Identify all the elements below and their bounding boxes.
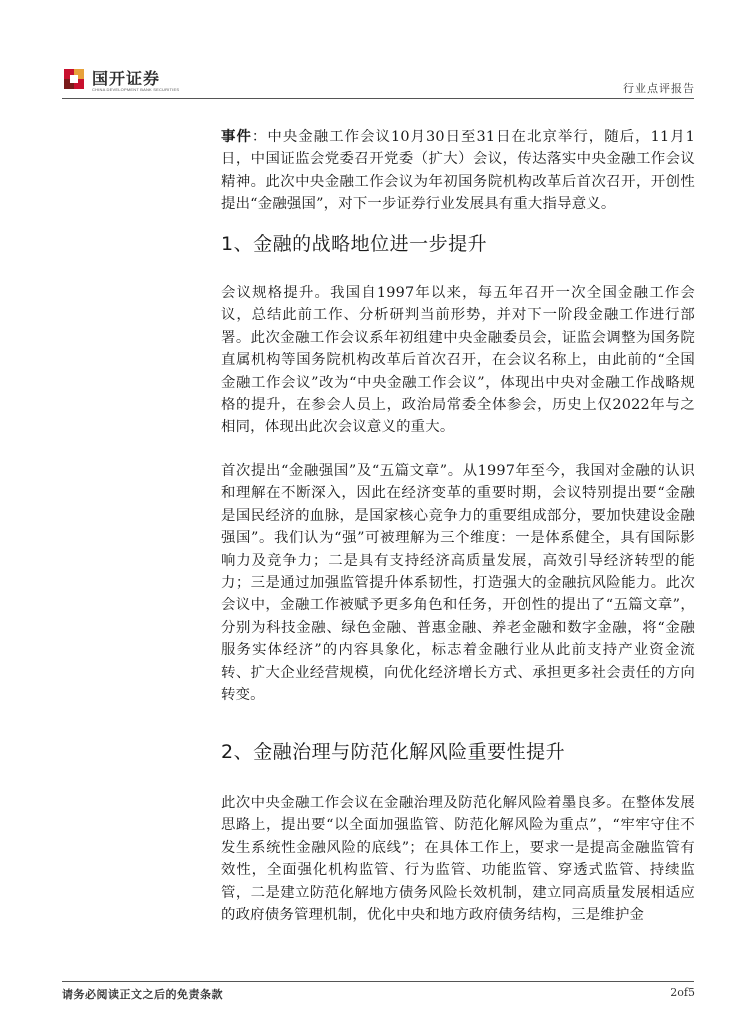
section-2-heading: 2、金融治理与防范化解风险重要性提升: [221, 741, 566, 763]
brand-subtitle: CHINA DEVELOPMENT BANK SECURITIES: [92, 87, 180, 92]
section-2-paragraph-1: 此次中央金融工作会议在金融治理及防范化解风险着墨良多。在整体发展思路上，提出要“以全面加强监管、防范化解风险为重点”，“牢牢守住不发生系统性金融风险的底线”；在具体工作上，要求一是提高金融监管有效性，全面强化机构监管、行为监管、功能监管、穿透式监管、持续监管，二是建立防范化解地方债务风险长效机制，建立同高质量发展相适应的政府债务管理机制，优化中央和地方政府债务结构，三是维护金: [221, 795, 695, 924]
header-divider: [62, 98, 694, 99]
page-number: 2of5: [670, 986, 695, 999]
section-1-paragraph-1: 会议规格提升。我国自1997年以来，每五年召开一次全国金融工作会议，总结此前工作、分析研判当前形势，并对下一阶段金融工作进行部署。此次金融工作会议系年初组建中央金融委员会，证监会调整为国务院直属机构等国务院机构改革后首次召开，在会议名称上，由此前的“全国金融工作会议”改为“中央金融工作会议”，体现出中央对金融工作战略规格的提升，在参会人员上，政治局常委全体参会，历史上仅2022年与之相同，体现出此次会议意义的重大。: [221, 285, 695, 436]
event-text: ：中央金融工作会议10月30日至31日在北京举行，随后，11月1日，中国证监会党委召开党委（扩大）会议，传达落实中央金融工作会议精神。此次中央金融工作会议为年初国务院机构改革后首次召开，开创性提出“金融强国”，对下一步证券行业发展具有重大指导意义。: [221, 129, 696, 213]
event-paragraph: [221, 126, 695, 216]
company-logo-icon: [64, 69, 84, 89]
footer-divider: [62, 981, 694, 982]
brand-name: 国开证券: [92, 69, 161, 88]
section-1-heading: 1、金融的战略地位进一步提升: [221, 233, 488, 255]
report-type: 行业点评报告: [623, 82, 695, 95]
page-header: [0, 0, 755, 100]
event-label: 事件: [221, 128, 252, 145]
footer-disclaimer: 请务必阅读正文之后的免责条款: [62, 988, 223, 1001]
section-1-paragraph-2: 首次提出“金融强国”及“五篇文章”。从1997年至今，我国对金融的认识和理解在不断深入，因此在经济变革的重要时期，会议特别提出要“金融是国民经济的血脉，是国家核心竞争力的重要组成部分，要加快建设金融强国”。我们认为“强”可被理解为三个维度：一是体系健全，具有国际影响力及竞争力；二是具有支持经济高质量发展，高效引导经济转型的能力；三是通过加强监管提升体系韧性，打造强大的金融抗风险能力。此次会议中，金融工作被赋予更多角色和任务，开创性的提出了“五篇文章”，分别为科技金融、绿色金融、普惠金融、养老金融和数字金融，将“金融服务实体经济”的内容具象化，标志着金融行业从此前支持产业资金流转、扩大企业经营规模，向优化经济增长方式、承担更多社会责任的方向转变。: [221, 463, 695, 704]
